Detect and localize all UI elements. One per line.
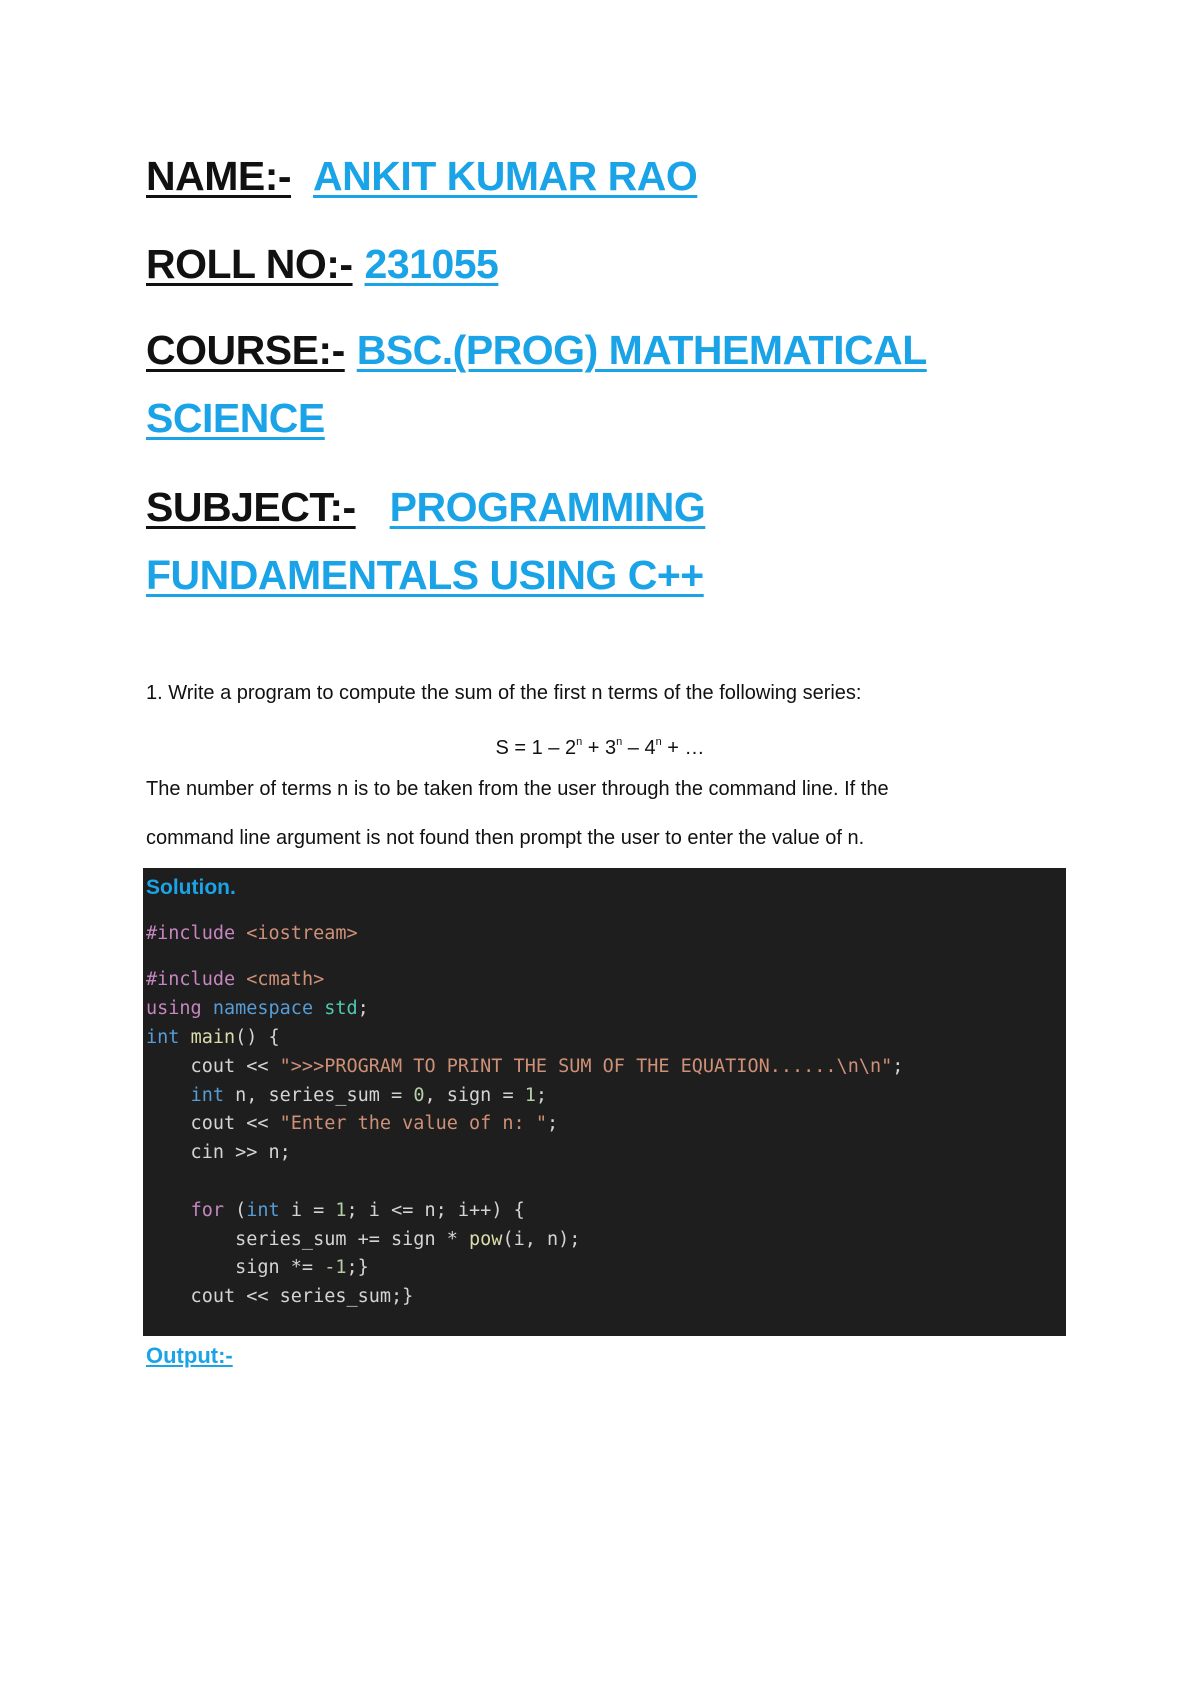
question-line-3: command line argument is not found then prompt the user to enter the value of n. — [146, 827, 865, 849]
code-token: main — [190, 1027, 236, 1048]
code-token: ; — [546, 1113, 559, 1134]
code-token: for — [190, 1200, 224, 1221]
exponent-n: n — [616, 736, 623, 748]
code-line — [146, 968, 324, 992]
code-token: ; — [892, 1056, 904, 1077]
code-token: () { — [235, 1027, 280, 1048]
code-token: <cmath> — [246, 969, 325, 990]
code-token: series_sum += sign * — [146, 1229, 470, 1250]
name-line — [146, 152, 697, 200]
code-token: std — [324, 998, 358, 1019]
equation-part-4: + … — [661, 737, 705, 759]
code-line — [146, 922, 358, 946]
code-line — [146, 1228, 580, 1252]
course-value: BSC.(PROG) MATHEMATICAL — [356, 327, 927, 373]
equation-part-2: + 3 — [582, 737, 617, 759]
course-value-cont: SCIENCE — [146, 395, 325, 441]
code-token: #include — [146, 969, 236, 990]
code-token: 1 — [335, 1200, 347, 1221]
code-token: ">>>PROGRAM TO PRINT THE SUM OF THE EQUATION......\n\n" — [279, 1056, 893, 1077]
code-line — [146, 1084, 547, 1108]
course-label: COURSE:- — [146, 327, 345, 373]
code-token: ; — [535, 1085, 548, 1106]
exponent-n: n — [655, 736, 662, 748]
code-token: ; i <= n; i++) { — [346, 1200, 525, 1221]
equation-part-3: – 4 — [622, 737, 656, 759]
code-token: pow — [469, 1229, 503, 1250]
subject-value-cont: FUNDAMENTALS USING C++ — [146, 552, 704, 598]
code-token: , sign = — [424, 1085, 525, 1106]
code-line — [146, 997, 369, 1021]
code-token: ( — [223, 1200, 247, 1221]
course-line-2 — [146, 394, 325, 442]
subject-value: PROGRAMMING — [389, 484, 706, 530]
code-line — [146, 1026, 280, 1050]
code-line — [146, 1112, 558, 1136]
code-token: -1 — [324, 1257, 347, 1278]
question-line-2: The number of terms n is to be taken from the user through the command line. If the — [146, 778, 889, 800]
code-token: 0 — [413, 1085, 425, 1106]
code-line: cout << series_sum;} — [146, 1286, 414, 1307]
code-token: ;} — [346, 1257, 369, 1278]
equation-part-1: S = 1 – 2 — [495, 737, 577, 759]
code-token: using — [146, 998, 202, 1019]
code-token: sign *= — [146, 1257, 325, 1278]
output-label: Output:- — [146, 1343, 233, 1368]
code-token: int — [246, 1200, 280, 1221]
roll-value: 231055 — [364, 241, 499, 287]
name-value: ANKIT KUMAR RAO — [313, 153, 698, 199]
code-line — [146, 1199, 525, 1223]
series-equation — [146, 730, 1054, 760]
roll-label: ROLL NO:- — [146, 241, 353, 287]
code-token: int — [190, 1085, 224, 1106]
code-token: #include — [146, 923, 236, 944]
code-token: cout << — [146, 1113, 280, 1134]
code-token: cout << — [146, 1056, 280, 1077]
code-token: n, series_sum = — [223, 1085, 414, 1106]
code-token: (i, n); — [502, 1229, 581, 1250]
code-token: ; — [357, 998, 369, 1019]
code-block — [143, 868, 1066, 1336]
subject-label: SUBJECT:- — [146, 484, 356, 530]
solution-title: Solution. — [146, 876, 236, 899]
exponent-n: n — [576, 736, 583, 748]
subject-line-2 — [146, 551, 704, 599]
code-line — [146, 1256, 369, 1280]
code-token: namespace — [212, 998, 314, 1019]
code-token: i = — [279, 1200, 336, 1221]
code-token: 1 — [524, 1085, 536, 1106]
code-token: <iostream> — [246, 923, 358, 944]
code-line — [146, 1055, 903, 1079]
name-label: NAME:- — [146, 153, 292, 199]
code-token: "Enter the value of n: " — [279, 1113, 547, 1134]
code-line: cin >> n; — [146, 1142, 291, 1163]
course-line — [146, 326, 927, 374]
question-line-1: 1. Write a program to compute the sum of the first n terms of the following series: — [146, 682, 862, 704]
code-token: int — [146, 1027, 180, 1048]
roll-line — [146, 240, 498, 288]
subject-line — [146, 483, 705, 531]
